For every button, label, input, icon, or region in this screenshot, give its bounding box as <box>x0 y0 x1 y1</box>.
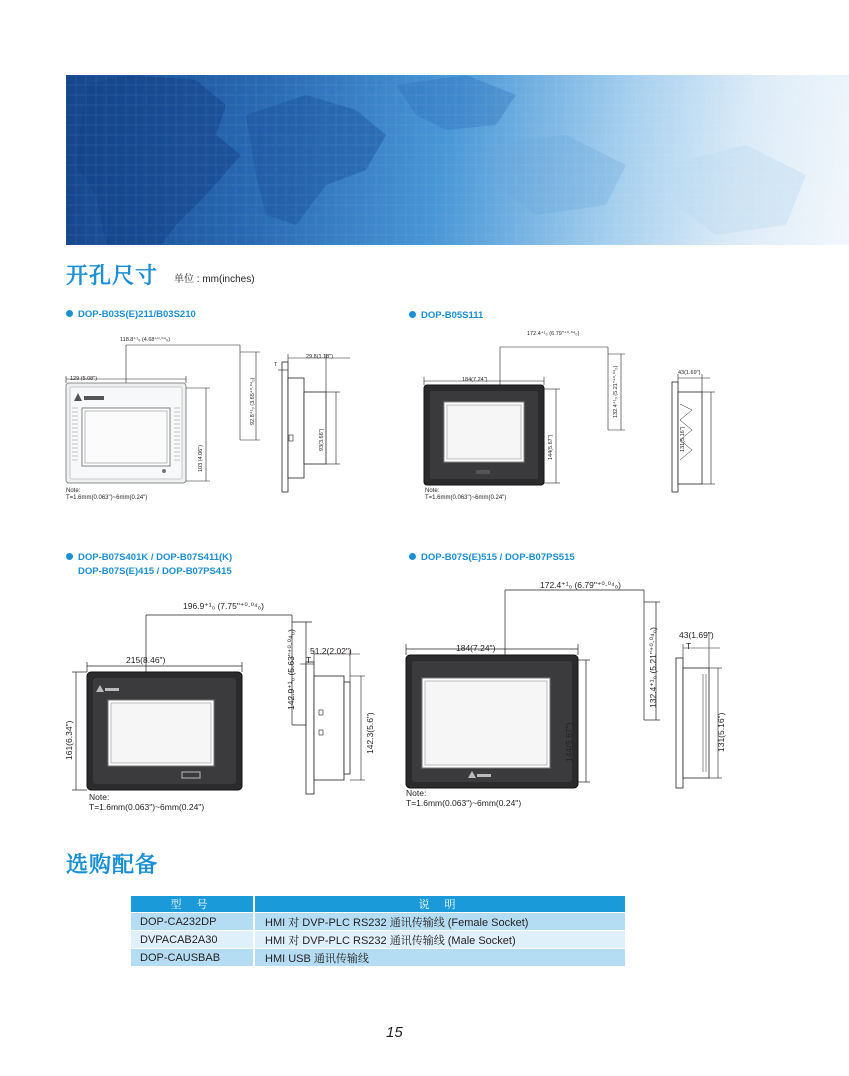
dim-total-height: 144(5.67") <box>548 434 554 460</box>
col-header-description: 说 明 <box>254 896 625 913</box>
dim-t: T <box>274 362 278 368</box>
dim-depth: 29.8(1.18") <box>306 354 334 360</box>
note: Note: T=1.6mm(0.063")~6mm(0.24") <box>425 488 507 501</box>
cell-model: DOP-CAUSBAB <box>131 949 254 967</box>
table-row <box>131 913 625 931</box>
page-number: 15 <box>386 1024 403 1041</box>
model-label: DOP-B07S401K / DOP-B07S411(K) DOP-B07S(E)415 / DOP-B07PS415 <box>66 551 232 579</box>
model-label: DOP-B07S(E)515 / DOP-B07PS515 <box>409 551 575 565</box>
col-header-model: 型 号 <box>131 896 254 913</box>
cell-model: DVPACAB2A30 <box>131 931 254 949</box>
model-label: DOP-B03S(E)211/B03S210 <box>66 308 196 322</box>
dim-side-height: 131(5.16") <box>716 712 726 752</box>
diagram-b05s <box>410 330 720 500</box>
unit-label: 单位 : mm(inches) <box>174 274 255 285</box>
dim-cutout-width: 172.4⁺¹₀ (6.79"⁺⁰·⁰⁴₀) <box>527 331 580 337</box>
dim-total-width: 215(8.46") <box>126 655 166 665</box>
diagram-b07s4 <box>60 590 370 805</box>
table-row <box>131 949 625 967</box>
dim-cutout-width: 172.4⁺¹₀ (6.79"⁺⁰·⁰⁴₀) <box>540 580 622 590</box>
bullet-icon <box>66 310 73 317</box>
dim-total-width: 184(7.24") <box>462 377 488 383</box>
note: Note: T=1.6mm(0.063")~6mm(0.24") <box>66 488 148 501</box>
section-title-accessories: 选购配备 <box>66 853 159 878</box>
cell-description: HMI USB 通讯传输线 <box>254 949 625 967</box>
dim-cutout-width: 196.9⁺¹₀ (7.75"⁺⁰·⁰⁴₀) <box>183 601 265 611</box>
world-map-banner <box>66 75 849 245</box>
dim-total-height: 161(6.34") <box>64 720 74 760</box>
dim-cutout-width: 118.8⁺¹₀ (4.68⁺⁰·⁰⁴₀) <box>120 337 171 343</box>
bullet-icon <box>409 553 416 560</box>
dim-t: T <box>306 655 312 665</box>
model-label: DOP-B05S111 <box>409 309 483 323</box>
dim-cutout-height: 142.9⁺¹₀ (5.63"⁺⁰·⁰⁴₀) <box>286 628 296 710</box>
table-row <box>131 931 625 949</box>
section-title-dimensions: 开孔尺寸 <box>66 264 159 289</box>
dim-depth: 43(1.69") <box>678 370 701 376</box>
cell-description: HMI 对 DVP-PLC RS232 通讯传输线 (Male Socket) <box>254 931 625 949</box>
table-header-row <box>131 896 625 913</box>
dim-total-height: 103 (4.06") <box>198 444 204 472</box>
dim-depth: 43(1.69") <box>679 630 714 640</box>
cell-description: HMI 对 DVP-PLC RS232 通讯传输线 (Female Socket) <box>254 913 625 931</box>
header-banner <box>66 75 849 245</box>
dim-side-height: 131(5.16") <box>680 426 686 452</box>
bullet-icon <box>409 311 416 318</box>
dim-cutout-height: 132.4⁺¹₀ (5.21"⁺⁰·⁰⁴₀) <box>613 365 619 418</box>
dim-total-height: 144(5.67") <box>564 722 574 762</box>
accessories-table <box>131 896 625 966</box>
dim-side-height: 142.3(5.6") <box>365 712 375 754</box>
dim-total-width: 184(7.24") <box>456 643 496 653</box>
bullet-icon <box>66 553 73 560</box>
dim-t: T <box>686 641 692 651</box>
dim-cutout-height: 132.4⁺¹₀ (5.21"⁺⁰·⁰⁴₀) <box>648 626 658 708</box>
note: Note: T=1.6mm(0.063")~6mm(0.24") <box>89 792 205 812</box>
cell-model: DOP-CA232DP <box>131 913 254 931</box>
note: Note: T=1.6mm(0.063")~6mm(0.24") <box>406 788 522 808</box>
dim-total-width: 129 (5.08") <box>70 376 98 382</box>
dim-cutout-height: 92.8⁺¹₀ (3.65⁺⁰·⁰⁴₀) <box>250 377 256 425</box>
dim-side-height: 93(3.66") <box>319 428 325 451</box>
dim-depth: 51.2(2.02") <box>310 646 352 656</box>
